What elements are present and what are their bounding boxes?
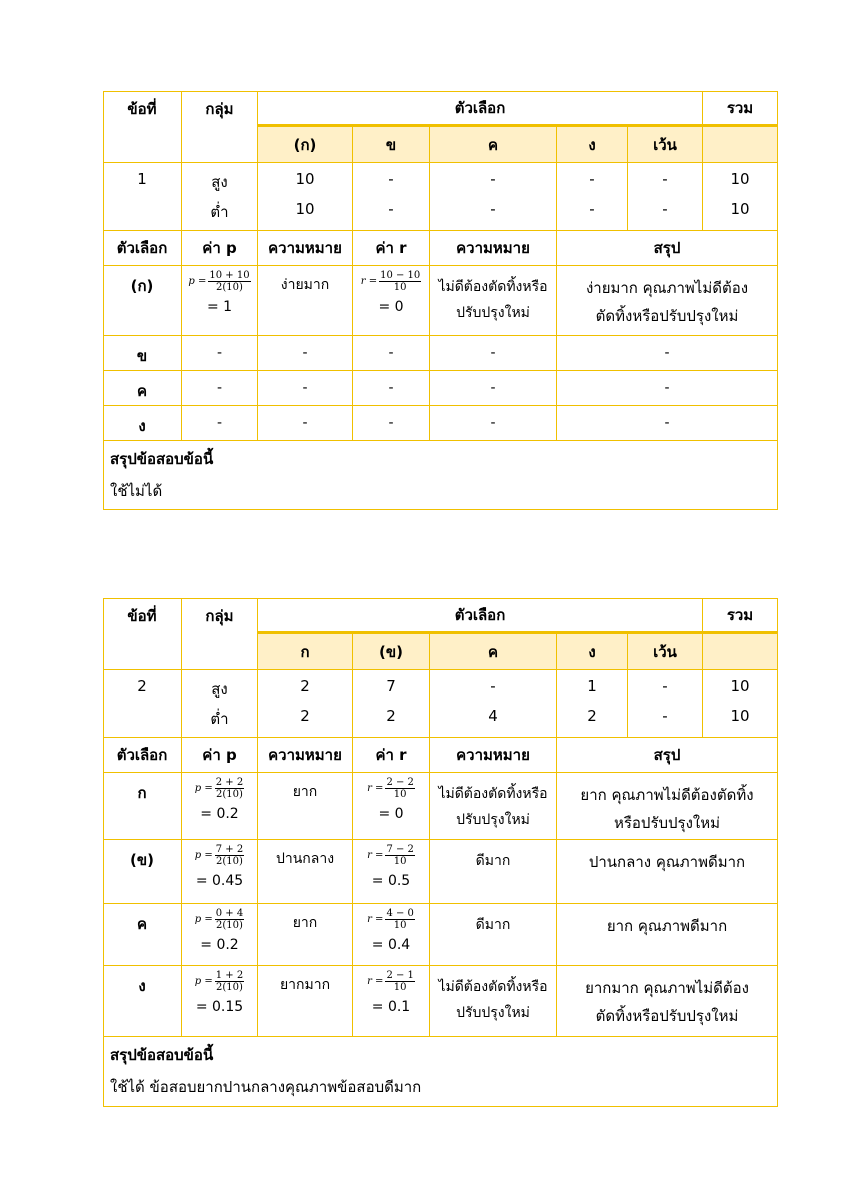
option-count: - <box>490 200 496 218</box>
p-fraction <box>215 908 244 931</box>
summary-line: ปานกลาง คุณภาพดีมาก <box>588 853 746 871</box>
p-denominator: 2(10) <box>216 789 243 800</box>
option-count-cell <box>258 163 353 231</box>
option-count: - <box>388 200 394 218</box>
p-value-cell <box>182 904 258 966</box>
r-value-cell <box>353 773 430 840</box>
p-meaning: ยากมาก <box>279 977 331 993</box>
summary-line: ยากมาก คุณภาพไม่ดีต้อง <box>585 979 749 997</box>
option-header-3 <box>557 127 628 163</box>
analysis-choice-cell <box>103 336 182 371</box>
option-header-0 <box>258 634 353 670</box>
analysis-choice-cell <box>103 840 182 904</box>
option-label: ค <box>487 642 499 661</box>
analysis-header-label: ความหมาย <box>268 239 342 257</box>
r-value: = 0.5 <box>371 873 411 889</box>
option-label: ค <box>487 135 499 154</box>
header-total-label: รวม <box>726 605 754 624</box>
option-label: ง <box>588 642 596 661</box>
summary-cell <box>557 904 778 966</box>
summary-line: ยาก คุณภาพไม่ดีต้องตัดทิ้ง <box>580 786 754 804</box>
r-meaning-line: ไม่ดีต้องตัดทิ้งหรือ <box>438 979 548 995</box>
conclusion-box <box>103 1037 778 1107</box>
option-count: - <box>662 677 668 695</box>
analysis-choice-cell <box>103 266 182 336</box>
analysis-choice: ก <box>137 784 147 802</box>
r-fraction <box>385 777 414 800</box>
analysis-header-p <box>182 738 258 773</box>
p-cell <box>182 336 258 371</box>
item-number-cell <box>103 670 182 738</box>
r-fraction <box>385 844 414 867</box>
r-meaning-cell <box>430 336 557 371</box>
header-choices <box>258 598 703 634</box>
group-name: สูง <box>211 173 228 191</box>
summary-cell <box>557 371 778 406</box>
p-numerator: 2 + 2 <box>215 777 244 788</box>
option-header-2 <box>430 634 557 670</box>
r-lhs: r = <box>367 850 384 861</box>
conclusion-text: ใช้ไม่ได้ <box>110 482 163 500</box>
option-count-cell <box>628 670 703 738</box>
option-label: ก <box>300 642 310 661</box>
r-numerator: 2 − 2 <box>386 777 414 788</box>
p-value: = 1 <box>206 299 233 315</box>
header-item-no <box>103 91 182 163</box>
summary-cell <box>557 266 778 336</box>
r-denominator: 10 <box>393 856 407 867</box>
p: - <box>216 345 223 361</box>
p-denominator: 2(10) <box>216 282 243 293</box>
r: - <box>388 345 394 361</box>
summary-line: ตัดทิ้งหรือปรับปรุงใหม่ <box>595 307 739 325</box>
option-count: 7 <box>386 677 396 695</box>
r-meaning: - <box>490 345 496 361</box>
analysis-header-label: ตัวเลือก <box>116 746 168 764</box>
header-choices <box>258 91 703 127</box>
r-meaning-cell <box>430 966 557 1037</box>
r-denominator: 10 <box>393 789 407 800</box>
r-denominator: 10 <box>393 982 407 993</box>
header-group-label: กลุ่ม <box>205 100 234 118</box>
r-value: = 0 <box>378 299 404 315</box>
r-numerator: 7 − 2 <box>386 844 414 855</box>
option-label: ง <box>588 135 596 154</box>
conclusion-label: สรุปข้อสอบข้อนี้ <box>110 1046 214 1064</box>
option-count: - <box>662 707 668 725</box>
p-meaning: - <box>302 380 308 396</box>
r-meaning-line: ไม่ดีต้องตัดทิ้งหรือ <box>438 786 548 802</box>
option-header-2 <box>430 127 557 163</box>
p-meaning-cell <box>258 266 353 336</box>
header-total <box>703 91 778 127</box>
conclusion-text: ใช้ได้ ข้อสอบยากปานกลางคุณภาพข้อสอบดีมาก <box>110 1078 422 1096</box>
analysis-header-choice <box>103 231 182 266</box>
r-meaning-line: ดีมาก <box>475 853 511 869</box>
r-meaning: - <box>490 415 496 431</box>
r-value-cell <box>353 266 430 336</box>
p-numerator: 7 + 2 <box>215 844 244 855</box>
header-group-label: กลุ่ม <box>205 607 234 625</box>
summary: - <box>664 380 670 396</box>
r-meaning-cell <box>430 266 557 336</box>
analysis-header-r-meaning <box>430 738 557 773</box>
analysis-header-p-meaning <box>258 738 353 773</box>
r-fraction <box>385 908 414 931</box>
option-count: 2 <box>386 707 396 725</box>
option-count-cell <box>430 670 557 738</box>
analysis-choice-cell <box>103 966 182 1037</box>
analysis-header-p <box>182 231 258 266</box>
p-meaning: ยาก <box>292 784 318 800</box>
p-meaning-cell <box>258 840 353 904</box>
r-fraction <box>379 270 421 293</box>
header-item-no-label: ข้อที่ <box>127 607 157 625</box>
item-table-1 <box>103 91 778 510</box>
r-lhs: r = <box>360 276 378 287</box>
header-group <box>182 91 258 163</box>
p-lhs: p = <box>194 850 213 861</box>
p-value-cell <box>182 966 258 1037</box>
r-meaning-line: ปรับปรุงใหม่ <box>456 812 530 828</box>
option-header-0 <box>258 127 353 163</box>
r-meaning-cell <box>430 904 557 966</box>
header-total <box>703 598 778 634</box>
option-label: เว้น <box>653 642 677 661</box>
header-item-no <box>103 598 182 670</box>
summary-cell <box>557 406 778 441</box>
p: - <box>216 415 223 431</box>
summary-cell <box>557 966 778 1037</box>
p-cell <box>182 406 258 441</box>
option-count: 1 <box>587 677 597 695</box>
summary-line: ยาก คุณภาพดีมาก <box>606 917 728 935</box>
option-header-3 <box>557 634 628 670</box>
p-meaning-cell <box>258 966 353 1037</box>
option-label: เว้น <box>653 135 677 154</box>
item-number: 2 <box>137 677 147 695</box>
option-header-1 <box>353 634 430 670</box>
analysis-header-r <box>353 231 430 266</box>
r-lhs: r = <box>367 914 384 925</box>
p-formula <box>195 970 244 993</box>
total-header-blank <box>703 127 778 163</box>
r-formula <box>361 270 422 293</box>
option-count: - <box>589 200 595 218</box>
group-cell <box>182 670 258 738</box>
option-header-4 <box>628 127 703 163</box>
p-numerator: 1 + 2 <box>215 970 244 981</box>
p-value-cell <box>182 840 258 904</box>
p-value: = 0.2 <box>200 806 239 822</box>
analysis-header-label: ความหมาย <box>456 239 530 257</box>
r-numerator: 4 − 0 <box>386 908 414 919</box>
analysis-header-r <box>353 738 430 773</box>
r: - <box>388 415 394 431</box>
p-fraction <box>215 777 244 800</box>
analysis-header-choice <box>103 738 182 773</box>
analysis-header-p-meaning <box>258 231 353 266</box>
p-meaning-cell <box>258 371 353 406</box>
option-count: - <box>589 170 595 188</box>
p-value: = 0.15 <box>195 999 244 1015</box>
r-meaning-line: ดีมาก <box>475 917 511 933</box>
r-meaning-line: ปรับปรุงใหม่ <box>456 1005 530 1021</box>
analysis-header-label: ตัวเลือก <box>116 239 168 257</box>
analysis-choice: ค <box>136 382 148 400</box>
analysis-choice-cell <box>103 773 182 840</box>
total-cell <box>703 670 778 738</box>
analysis-header-label: ค่า r <box>375 746 407 764</box>
r-value: = 0.1 <box>371 999 411 1015</box>
p-formula <box>195 908 244 931</box>
item-number-cell <box>103 163 182 231</box>
p-denominator: 2(10) <box>216 920 243 931</box>
p-meaning: ง่ายมาก <box>280 277 330 293</box>
total-cell <box>703 163 778 231</box>
r-value: = 0 <box>378 806 404 822</box>
p-meaning: ยาก <box>292 915 318 931</box>
summary-cell <box>557 336 778 371</box>
option-count: - <box>662 200 668 218</box>
option-count: - <box>490 677 496 695</box>
p-meaning-cell <box>258 773 353 840</box>
summary-cell <box>557 773 778 840</box>
r-meaning-cell <box>430 840 557 904</box>
analysis-choice-cell <box>103 371 182 406</box>
r-value-cell <box>353 840 430 904</box>
p-lhs: p = <box>188 276 207 287</box>
option-count: 10 <box>295 200 315 218</box>
item-table-2 <box>103 598 778 1107</box>
p-numerator: 10 + 10 <box>209 270 250 281</box>
analysis-header-label: ค่า p <box>202 746 237 764</box>
r-formula <box>367 777 415 800</box>
group-name: ต่ำ <box>210 203 229 221</box>
analysis-header-summary <box>557 738 778 773</box>
analysis-header-label: ค่า p <box>202 239 237 257</box>
p-meaning: ปานกลาง <box>275 851 335 867</box>
r-cell <box>353 336 430 371</box>
r-fraction <box>385 970 414 993</box>
analysis-header-label: สรุป <box>653 239 681 257</box>
option-count: 2 <box>300 707 310 725</box>
r-cell <box>353 406 430 441</box>
summary-line: หรือปรับปรุงใหม่ <box>613 814 721 832</box>
analysis-header-label: ความหมาย <box>268 746 342 764</box>
option-count: 10 <box>295 170 315 188</box>
analysis-choice: ง <box>138 977 146 995</box>
p-formula <box>195 777 244 800</box>
option-count: - <box>662 170 668 188</box>
p-cell <box>182 371 258 406</box>
p-fraction <box>215 844 244 867</box>
summary-line: ง่ายมาก คุณภาพไม่ดีต้อง <box>585 279 749 297</box>
r-meaning: - <box>490 380 496 396</box>
total-header-blank <box>703 634 778 670</box>
analysis-choice: ค <box>136 915 148 933</box>
conclusion-label: สรุปข้อสอบข้อนี้ <box>110 450 214 468</box>
option-count-cell <box>258 670 353 738</box>
analysis-choice-cell <box>103 406 182 441</box>
summary: - <box>664 345 670 361</box>
option-count-cell <box>353 670 430 738</box>
analysis-choice: ง <box>138 417 146 435</box>
p-denominator: 2(10) <box>216 982 243 993</box>
option-label: ข <box>385 135 397 154</box>
summary: - <box>664 415 670 431</box>
p-value-cell <box>182 266 258 336</box>
row-total: 10 <box>730 677 750 695</box>
header-total-label: รวม <box>726 98 754 117</box>
r-lhs: r = <box>367 976 384 987</box>
option-label: (ก) <box>293 135 317 154</box>
p-formula <box>188 270 250 293</box>
r-meaning-line: ปรับปรุงใหม่ <box>456 305 530 321</box>
r-meaning-line: ไม่ดีต้องตัดทิ้งหรือ <box>438 279 548 295</box>
option-count: - <box>490 170 496 188</box>
p: - <box>216 380 223 396</box>
item-number: 1 <box>137 170 147 188</box>
r-numerator: 2 − 1 <box>386 970 414 981</box>
option-count: 2 <box>587 707 597 725</box>
row-total: 10 <box>730 170 750 188</box>
r-denominator: 10 <box>393 282 407 293</box>
r-formula <box>367 908 415 931</box>
p-lhs: p = <box>194 914 213 925</box>
option-count: - <box>388 170 394 188</box>
r-formula <box>367 844 415 867</box>
p-fraction <box>208 270 250 293</box>
option-count: 4 <box>488 707 498 725</box>
r-lhs: r = <box>367 783 384 794</box>
option-count-cell <box>557 163 628 231</box>
r-formula <box>367 970 415 993</box>
p-denominator: 2(10) <box>216 856 243 867</box>
p-lhs: p = <box>194 783 213 794</box>
p-value: = 0.45 <box>195 873 244 889</box>
p-formula <box>195 844 244 867</box>
r-meaning-cell <box>430 773 557 840</box>
conclusion-box <box>103 441 778 510</box>
r: - <box>388 380 394 396</box>
r-meaning-cell <box>430 406 557 441</box>
p-meaning: - <box>302 345 308 361</box>
analysis-choice: ข <box>136 347 148 365</box>
analysis-header-summary <box>557 231 778 266</box>
group-name: สูง <box>211 680 228 698</box>
analysis-choice: (ข) <box>130 851 154 869</box>
group-name: ต่ำ <box>210 710 229 728</box>
p-fraction <box>215 970 244 993</box>
r-denominator: 10 <box>393 920 407 931</box>
option-label: (ข) <box>379 642 403 661</box>
header-item-no-label: ข้อที่ <box>127 100 157 118</box>
analysis-header-label: สรุป <box>653 746 681 764</box>
header-choices-label: ตัวเลือก <box>454 98 506 117</box>
p-meaning-cell <box>258 336 353 371</box>
row-total: 10 <box>730 200 750 218</box>
analysis-choice: (ก) <box>130 277 154 295</box>
p-meaning-cell <box>258 406 353 441</box>
p-lhs: p = <box>194 976 213 987</box>
p-value-cell <box>182 773 258 840</box>
row-total: 10 <box>730 707 750 725</box>
r-value-cell <box>353 904 430 966</box>
p-numerator: 0 + 4 <box>215 908 244 919</box>
p-meaning-cell <box>258 904 353 966</box>
p-meaning: - <box>302 415 308 431</box>
option-count-cell <box>430 163 557 231</box>
analysis-header-r-meaning <box>430 231 557 266</box>
analysis-choice-cell <box>103 904 182 966</box>
option-count-cell <box>353 163 430 231</box>
group-cell <box>182 163 258 231</box>
r-value-cell <box>353 966 430 1037</box>
summary-line: ตัดทิ้งหรือปรับปรุงใหม่ <box>595 1007 739 1025</box>
r-numerator: 10 − 10 <box>380 270 421 281</box>
option-count: 2 <box>300 677 310 695</box>
header-choices-label: ตัวเลือก <box>454 605 506 624</box>
option-count-cell <box>628 163 703 231</box>
header-group <box>182 598 258 670</box>
r-value: = 0.4 <box>371 937 411 953</box>
r-meaning-cell <box>430 371 557 406</box>
analysis-header-label: ค่า r <box>375 239 407 257</box>
analysis-header-label: ความหมาย <box>456 746 530 764</box>
option-header-4 <box>628 634 703 670</box>
p-value: = 0.2 <box>200 937 239 953</box>
option-header-1 <box>353 127 430 163</box>
r-cell <box>353 371 430 406</box>
option-count-cell <box>557 670 628 738</box>
summary-cell <box>557 840 778 904</box>
